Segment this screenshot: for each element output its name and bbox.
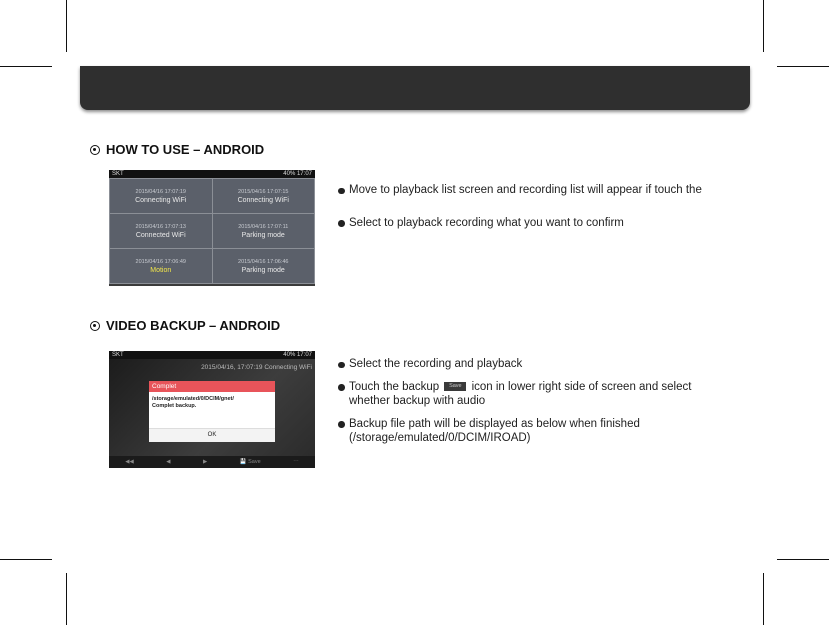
recording-date: 2015/04/16 17:07:15 (238, 188, 289, 195)
video-backup-screenshot (109, 351, 315, 468)
recording-date: 2015/04/16 17:06:46 (238, 258, 289, 265)
backup-complete-dialog (149, 381, 275, 442)
crop-mark (66, 0, 67, 52)
recording-list (109, 178, 315, 284)
instruction-text: Select the recording and playback (349, 358, 523, 370)
instruction-item (338, 357, 728, 372)
section-title-text: VIDEO BACKUP – ANDROID (106, 318, 281, 333)
how-to-use-instructions (338, 183, 728, 248)
instruction-text: Backup file path will be displayed as below when finished (349, 417, 640, 430)
dialog-title: Complet (149, 381, 275, 392)
recording-status: Motion (150, 266, 172, 274)
status-bar (109, 351, 315, 359)
carrier-label: SKT (112, 352, 124, 358)
recording-date: 2015/04/16 17:07:13 (135, 223, 186, 230)
recording-item[interactable] (110, 179, 212, 213)
recording-status: Parking mode (241, 266, 285, 274)
status-clock: 40% 17:07 (283, 352, 312, 358)
instruction-item (338, 417, 728, 446)
instruction-item (338, 216, 728, 231)
section-title-text: HOW TO USE – ANDROID (106, 142, 265, 157)
crop-mark (763, 573, 764, 625)
crop-mark (777, 559, 829, 560)
instruction-text: icon in lower right side of screen and select whether backup with audio (349, 380, 692, 407)
player-controls (109, 456, 315, 468)
header-bar (80, 66, 750, 110)
crop-mark (763, 0, 764, 52)
video-player (109, 359, 315, 468)
recording-status: Connecting WiFi (135, 196, 187, 204)
next-icon[interactable]: ▶ (202, 459, 208, 465)
section-title-video-backup (90, 318, 280, 333)
menu-icon[interactable]: ⋯ (293, 459, 299, 465)
dialog-status: Complet backup. (152, 403, 197, 409)
section-title-how-to-use (90, 142, 264, 157)
recording-item[interactable] (110, 214, 212, 248)
recording-item[interactable] (110, 249, 212, 283)
instruction-item (338, 380, 728, 409)
instruction-text: Select to playback recording what you want to confirm (349, 216, 624, 229)
circle-bullet-icon (90, 321, 100, 331)
crop-mark (777, 66, 829, 67)
dialog-ok-button[interactable]: OK (149, 428, 275, 442)
recording-date: 2015/04/16 17:07:11 (238, 223, 289, 230)
status-clock: 40% 17:07 (283, 171, 312, 177)
instruction-text: Move to playback list screen and recording list will appear if touch the (349, 184, 702, 196)
rewind-icon[interactable]: ◀◀ (125, 459, 134, 465)
carrier-label: SKT (112, 171, 124, 177)
recording-status: Connected WiFi (135, 231, 186, 239)
backup-path: (/storage/emulated/0/DCIM/IROAD) (349, 432, 531, 444)
instruction-item (338, 183, 728, 198)
save-button[interactable]: 💾 Save (239, 459, 261, 465)
video-backup-instructions (338, 357, 728, 454)
recording-item[interactable] (213, 249, 315, 283)
video-title: 2015/04/16, 17:07:19 Connecting WiFi (201, 364, 312, 371)
save-icon-label: Save (449, 382, 462, 389)
previous-icon[interactable]: ◀ (166, 459, 171, 465)
save-label: Save (248, 459, 261, 465)
instruction-text: Touch the backup (349, 380, 440, 393)
recording-date: 2015/04/16 17:06:49 (135, 258, 186, 265)
save-icon (444, 382, 466, 391)
circle-bullet-icon (90, 145, 100, 155)
dialog-message (149, 392, 275, 410)
recording-item[interactable] (213, 179, 315, 213)
crop-mark (0, 66, 52, 67)
crop-mark (66, 573, 67, 625)
status-bar (109, 170, 315, 178)
recording-item[interactable] (213, 214, 315, 248)
recording-status: Connecting WiFi (237, 196, 289, 204)
dialog-path: /storage/emulated/0/DCIM/gnet/ (152, 396, 234, 402)
playback-list-screenshot (109, 170, 315, 286)
recording-date: 2015/04/16 17:07:19 (135, 188, 186, 195)
recording-status: Parking mode (241, 231, 285, 239)
crop-mark (0, 559, 52, 560)
